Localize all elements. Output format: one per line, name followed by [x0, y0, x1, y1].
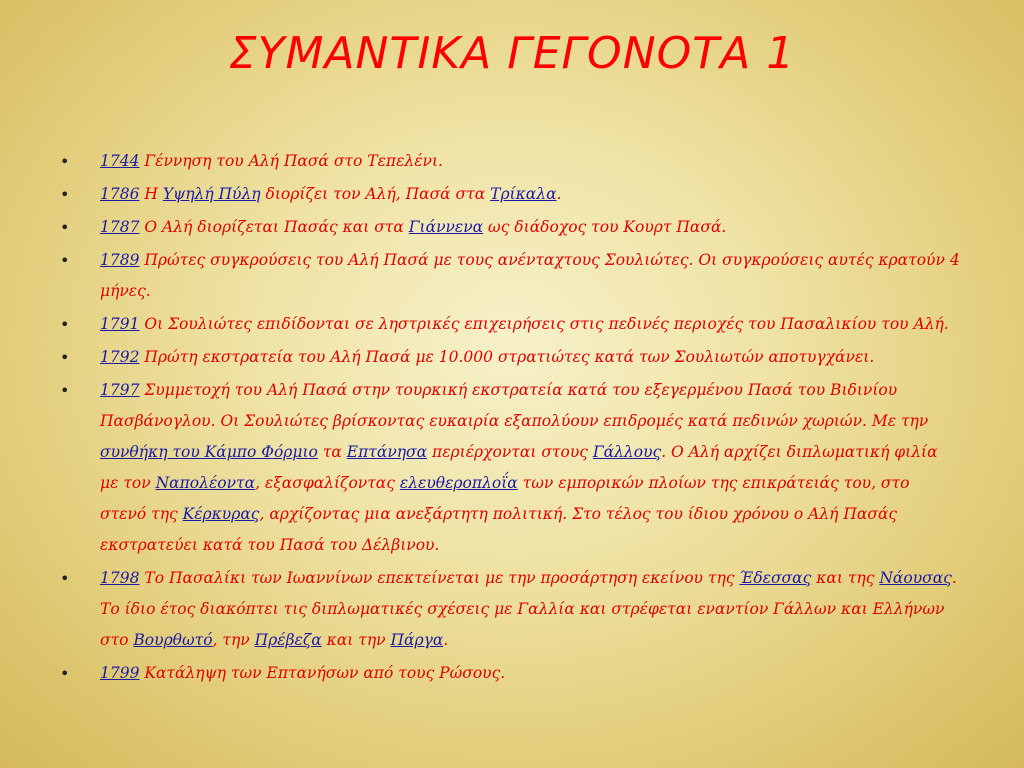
bullet-icon: • — [60, 315, 70, 334]
list-item — [60, 658, 960, 689]
year-link-1789[interactable]: 1789 — [100, 251, 140, 269]
year-link-1786[interactable]: 1786 — [100, 185, 140, 203]
link-parga[interactable]: Πάργα — [390, 631, 444, 649]
bullet-icon: • — [60, 569, 70, 588]
list-item — [60, 245, 960, 307]
link-naousas[interactable]: Νάουσας — [879, 569, 952, 587]
year-link-1792[interactable]: 1792 — [100, 348, 140, 366]
event-text: . — [443, 631, 449, 649]
event-text: , την — [212, 631, 255, 649]
bullet-icon: • — [60, 251, 70, 270]
event-text: διορίζει τον Αλή, Πασά στα — [260, 185, 491, 203]
event-text: Το Πασαλίκι των Ιωαννίνων επεκτείνεται με την προσάρτηση εκείνου της — [139, 569, 740, 587]
year-link-1798[interactable]: 1798 — [100, 569, 140, 587]
link-trikala[interactable]: Τρίκαλα — [490, 185, 557, 203]
list-item — [60, 342, 960, 373]
list-item — [60, 212, 960, 243]
link-giannena[interactable]: Γιάννενα — [408, 218, 484, 236]
event-text: Οι Σουλιώτες επιδίδονται σε ληστρικές επιχειρήσεις στις πεδινές περιοχές του Πασαλικίου του Αλή. — [139, 315, 949, 333]
link-vourthoto[interactable]: Βουρθωτό — [133, 631, 213, 649]
bullet-icon: • — [60, 152, 70, 171]
list-item — [60, 309, 960, 340]
link-edessas[interactable]: Έδεσσας — [739, 569, 812, 587]
event-text: Πρώτη εκστρατεία του Αλή Πασά με 10.000 στρατιώτες κατά των Σουλιωτών αποτυγχάνει. — [139, 348, 875, 366]
bullet-icon: • — [60, 664, 70, 683]
events-list — [60, 146, 960, 691]
year-link-1797[interactable]: 1797 — [100, 381, 140, 399]
bullet-icon: • — [60, 185, 70, 204]
link-napoleonta[interactable]: Ναπολέοντα — [155, 474, 256, 492]
year-link-1791[interactable]: 1791 — [100, 315, 140, 333]
bullet-icon: • — [60, 348, 70, 367]
list-item — [60, 375, 960, 561]
event-text: . Ο Αλή αρχίζει διπλωματική φιλία με τον — [100, 443, 938, 492]
link-kerkyras[interactable]: Κέρκυρας — [182, 505, 260, 523]
event-text: ως διάδοχος του Κουρτ Πασά. — [483, 218, 727, 236]
link-preveza[interactable]: Πρέβεζα — [254, 631, 322, 649]
link-kampo-formio[interactable]: συνθήκη του Κάμπο Φόρμιο — [100, 443, 318, 461]
bullet-icon: • — [60, 218, 70, 237]
event-text: και την — [321, 631, 391, 649]
year-link-1799[interactable]: 1799 — [100, 664, 140, 682]
list-item — [60, 179, 960, 210]
list-item — [60, 563, 960, 656]
event-text: Πρώτες συγκρούσεις του Αλή Πασά με τους ανένταχτους Σουλιώτες. Οι συγκρούσεις αυτές κρατούν 4 μήνες. — [100, 251, 960, 300]
event-text: περιέρχονται στους — [427, 443, 593, 461]
event-text: Ο Αλή διορίζεται Πασάς και στα — [139, 218, 409, 236]
slide-title: ΣΥΜΑΝΤΙΚΑ ΓΕΓΟΝΟΤΑ 1 — [228, 28, 796, 79]
event-text: , αρχίζοντας μια ανεξάρτητη πολιτική. Στο τέλος του ίδιου χρόνου ο Αλή Πασάς εκστρατεύει κατά του Πασά του Δέλβινου. — [100, 505, 898, 554]
event-text: Η — [139, 185, 163, 203]
link-ypsili-pyli[interactable]: Υψηλή Πύλη — [162, 185, 261, 203]
event-text: Κατάληψη των Επτανήσων από τους Ρώσους. — [139, 664, 506, 682]
event-text: Γέννηση του Αλή Πασά στο Τεπελένι. — [139, 152, 443, 170]
event-text: , εξασφαλίζοντας — [255, 474, 400, 492]
event-text: τα — [317, 443, 347, 461]
bullet-icon: • — [60, 381, 70, 400]
year-link-1787[interactable]: 1787 — [100, 218, 140, 236]
year-link-1744[interactable]: 1744 — [100, 152, 140, 170]
event-text: . — [556, 185, 562, 203]
link-eptanisa[interactable]: Επτάνησα — [346, 443, 428, 461]
event-text: και της — [811, 569, 880, 587]
event-text: Συμμετοχή του Αλή Πασά στην τουρκική εκστρατεία κατά του εξεγερμένου Πασά του Βιδινίου Πασβάνογλου. Οι Σουλιώτες βρίσκοντας ευκαιρία εξαπολύουν επιδρομές κατά πεδινών χωριών. Με την — [100, 381, 929, 430]
link-gallous[interactable]: Γάλλους — [592, 443, 662, 461]
link-eleftheroploia[interactable]: ελευθεροπλοΐα — [399, 474, 518, 492]
event-text: των εμπορικών πλοίων της επικράτειάς του, στο στενό της — [100, 474, 910, 523]
event-text: . Το ίδιο έτος διακόπτει τις διπλωματικές σχέσεις με Γαλλία και στρέφεται εναντίον Γάλλων και Ελλήνων στο — [100, 569, 957, 649]
list-item — [60, 146, 960, 177]
